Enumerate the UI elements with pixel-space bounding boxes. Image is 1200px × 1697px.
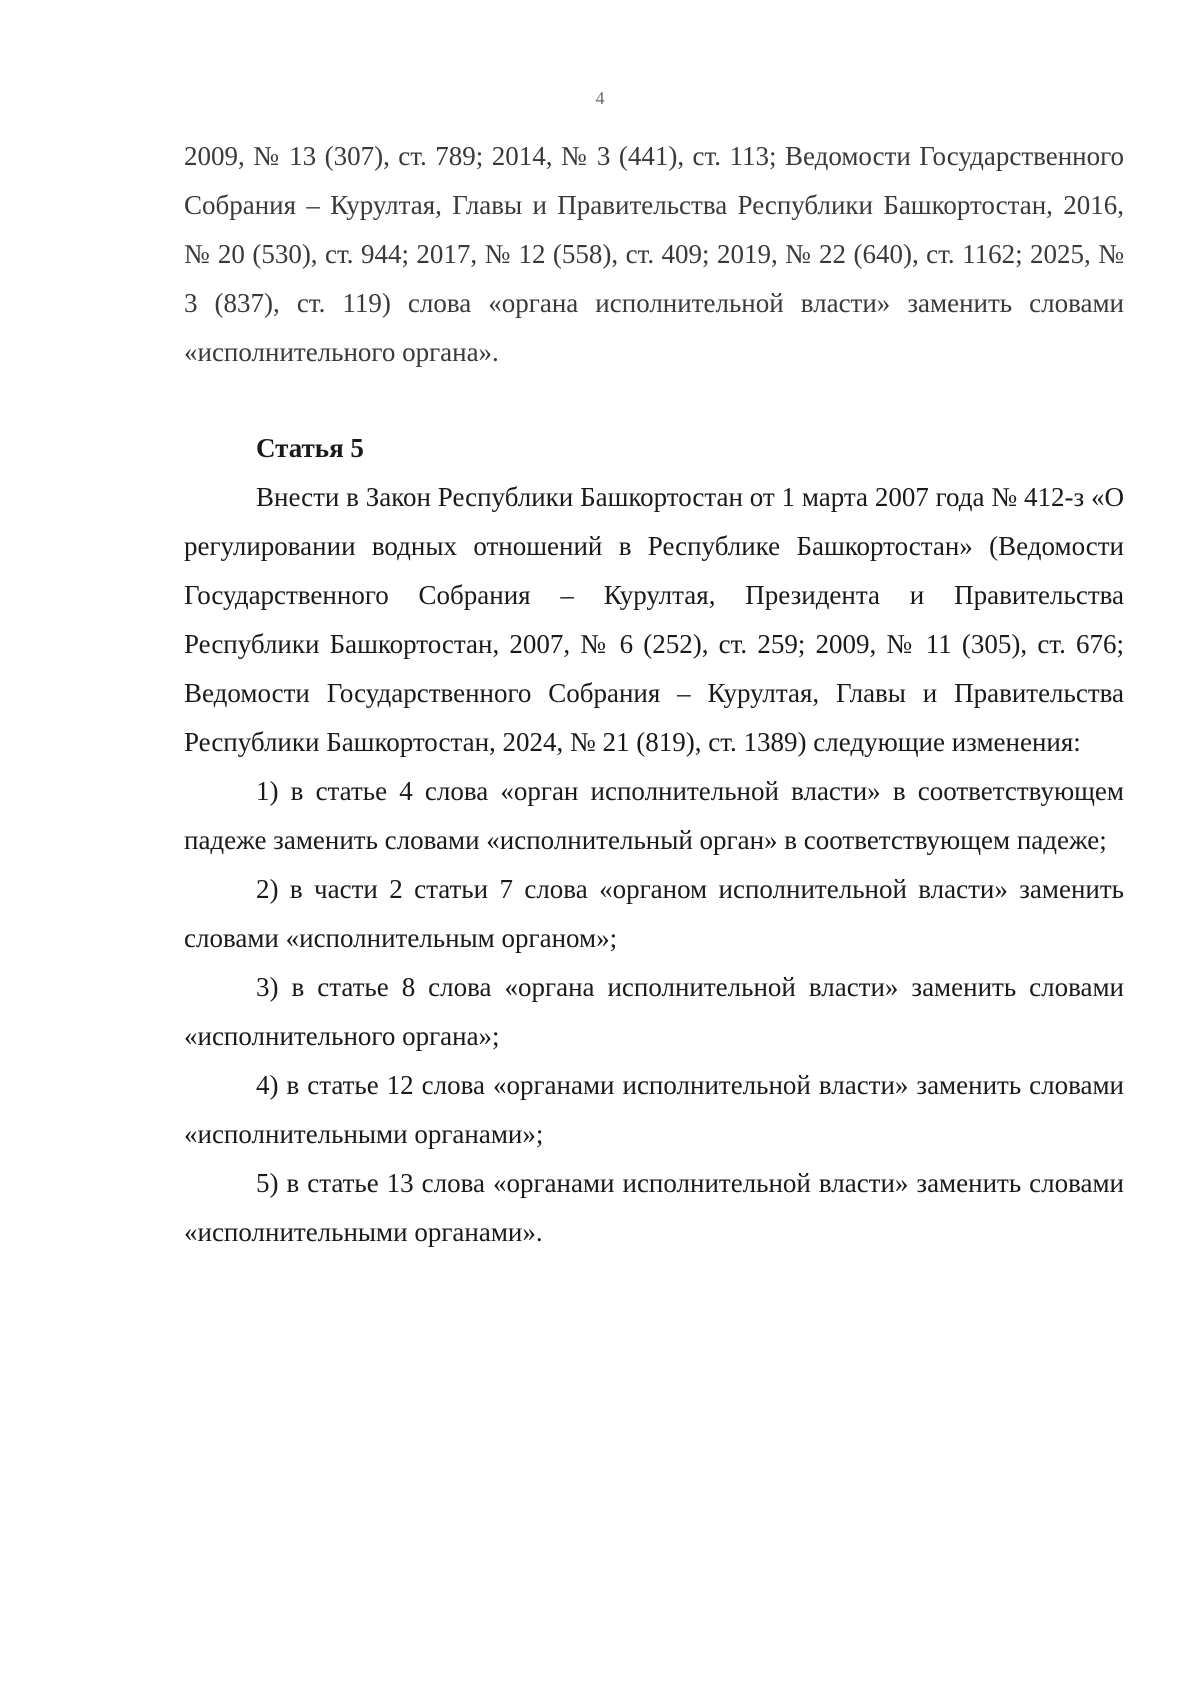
article-body: Внести в Закон Республики Башкортостан от 1 марта 2007 года № 412-з «О регулировании водных отношений в Республике Башкортостан» (Ведомости Государственного Собрания – Курултая, Президента и Правительства Республики Башкортостан, 2007, № 6 (252), ст. 259; 2009, № 11 (305), ст. 676; Ведомости Государственного Собрания – Курултая, Главы и Правительства Республики Башкортостан, 2024, № 21 (819), ст. 1389) следующие изменения: [184, 482, 1124, 757]
amendment-item-3: 3) в статье 8 слова «органа исполнительной власти» заменить словами «исполнительного органа»; [184, 972, 1124, 1051]
article-heading: Статья 5 [256, 433, 364, 463]
continued-paragraph: 2009, № 13 (307), ст. 789; 2014, № 3 (441), ст. 113; Ведомости Государственного Собрания – Курултая, Главы и Правительства Республики Башкортостан, 2016, № 20 (530), ст. 944; 2017, № 12 (558), ст. 409; 2019, № 22 (640), ст. 1162; 2025, № 3 (837), ст. 119) слова «органа исполнительной власти» заменить словами «исполнительного органа». [184, 141, 1124, 367]
amendment-item-2: 2) в части 2 статьи 7 слова «органом исполнительной власти» заменить словами «исполнительным органом»; [184, 874, 1124, 953]
document-body [184, 132, 1124, 1257]
page-number: 4 [595, 88, 605, 108]
amendment-item-1: 1) в статье 4 слова «орган исполнительной власти» в соответствующем падеже заменить словами «исполнительный орган» в соответствующем падеже; [184, 776, 1124, 855]
amendment-item-5: 5) в статье 13 слова «органами исполнительной власти» заменить словами «исполнительными органами». [184, 1168, 1124, 1247]
amendment-item-4: 4) в статье 12 слова «органами исполнительной власти» заменить словами «исполнительными органами»; [184, 1070, 1124, 1149]
